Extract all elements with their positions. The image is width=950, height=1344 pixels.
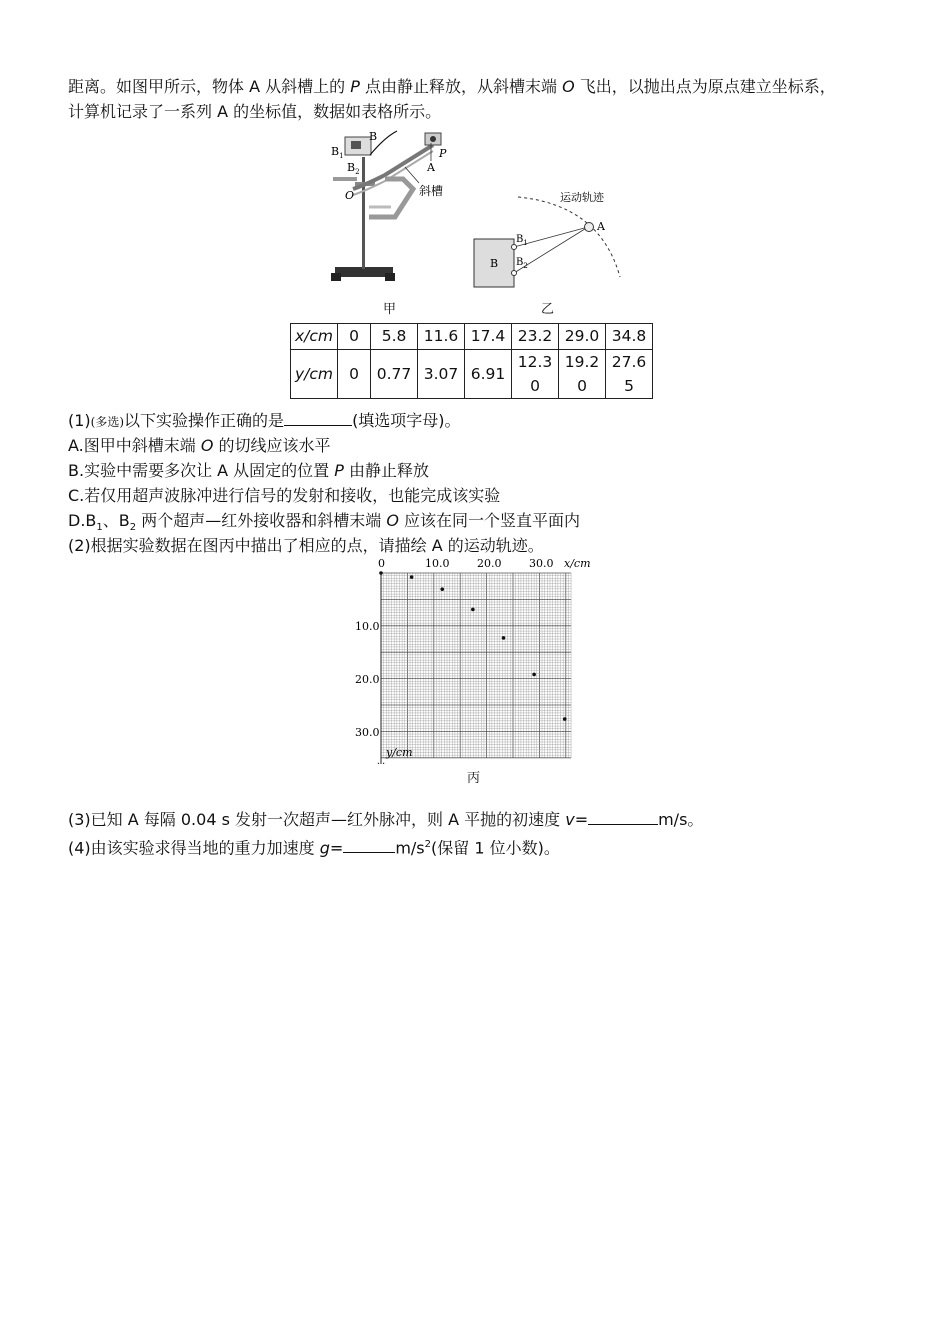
figure-yi-caption: 乙 <box>541 302 555 317</box>
jia-label-P: P <box>439 147 447 160</box>
figure-bing[interactable] <box>350 556 600 764</box>
intro-line-2: 计算机记录了一系列 A 的坐标值，数据如表格所示。 <box>68 102 442 121</box>
table-cell: 0.77 <box>371 350 418 399</box>
intro-line-1: 距离。如图甲所示，物体 A 从斜槽上的 P 点由静止释放，从斜槽末端 O 飞出，以抛出点为原点建立坐标系， <box>68 77 836 96</box>
figure-jia <box>325 127 465 292</box>
data-point <box>379 571 383 575</box>
table-cell: 29.0 <box>559 324 606 350</box>
yi-label-B1: $B_1$ <box>516 234 528 247</box>
yi-label-B2: $B_2$ <box>516 257 528 270</box>
jia-label-B: B <box>369 130 378 143</box>
bing-x-tick: 10.0 <box>425 557 450 570</box>
table-cell: 0 <box>338 324 371 350</box>
table-cell: 3.07 <box>418 350 465 399</box>
table-row-x <box>291 324 653 350</box>
data-point <box>440 587 444 591</box>
jia-label-O: O <box>345 189 355 202</box>
table-cell: 19.2 0 <box>559 350 606 399</box>
table-header-y: y/cm <box>291 350 338 399</box>
bing-y-tick: 20.0 <box>355 673 380 686</box>
bing-y-tick: 30.0 <box>355 726 380 739</box>
table-cell: 0 <box>338 350 371 399</box>
bing-x-tick: 30.0 <box>529 557 554 570</box>
jia-label-B2: $B_2$ <box>347 161 360 176</box>
q4-stem: (4)由该实验求得当地的重力加速度 $g= m/s^2$(保留 1 位小数)。 <box>68 838 560 858</box>
data-point <box>502 636 506 640</box>
yi-label-B: B <box>490 257 499 270</box>
figure-bing-caption: 丙 <box>467 771 481 786</box>
jia-label-chute: 斜槽 <box>419 184 444 198</box>
q3-answer-blank[interactable] <box>588 810 658 825</box>
bing-x-axis-label: x/cm <box>564 557 591 570</box>
table-cell: 11.6 <box>418 324 465 350</box>
table-cell: 23.2 <box>512 324 559 350</box>
table-header-x: x/cm <box>291 324 338 350</box>
yi-trajectory-label: 运动轨迹 <box>560 191 604 204</box>
q1-option-a: A.图甲中斜槽末端 O 的切线应该水平 <box>68 436 331 455</box>
table-cell: 17.4 <box>465 324 512 350</box>
data-table <box>290 323 653 399</box>
bing-y-tick: 10.0 <box>355 620 380 633</box>
q3-stem: (3)已知 A 每隔 0.04 s 发射一次超声—红外脉冲，则 A 平抛的初速度 v= m/s。 <box>68 810 704 829</box>
table-cell: 27.6 5 <box>606 350 653 399</box>
table-cell: 5.8 <box>371 324 418 350</box>
figure-jia-caption: 甲 <box>383 302 397 317</box>
data-point <box>410 575 414 579</box>
table-cell: 34.8 <box>606 324 653 350</box>
q4-answer-blank[interactable] <box>343 838 395 853</box>
data-point <box>563 717 567 721</box>
yi-label-A: A <box>597 220 605 233</box>
bing-x-tick: 20.0 <box>477 557 502 570</box>
q2-stem: (2)根据实验数据在图丙中描出了相应的点，请描绘 A 的运动轨迹。 <box>68 536 544 555</box>
table-row-y <box>291 350 653 399</box>
jia-label-B1: $B_1$ <box>331 145 344 160</box>
q1-answer-blank[interactable] <box>284 411 352 426</box>
q1-option-c: C.若仅用超声波脉冲进行信号的发射和接收，也能完成该实验 <box>68 486 501 505</box>
bing-y-axis-label: y/cm <box>386 746 413 759</box>
jia-label-A: A <box>427 161 435 174</box>
bing-origin-label: 0 <box>378 557 385 570</box>
table-cell: 6.91 <box>465 350 512 399</box>
data-point <box>532 673 536 677</box>
table-cell: 12.3 0 <box>512 350 559 399</box>
data-point <box>471 608 475 612</box>
figure-yi <box>470 185 630 295</box>
q1-option-b: B.实验中需要多次让 A 从固定的位置 P 由静止释放 <box>68 461 430 480</box>
q1-stem: (1)(多选)以下实验操作正确的是 (填选项字母)。 <box>68 411 461 430</box>
q1-option-d: $D.B_1$、$B_2$ 两个超声—红外接收器和斜槽末端 O 应该在同一个竖直平面内 <box>68 511 580 534</box>
